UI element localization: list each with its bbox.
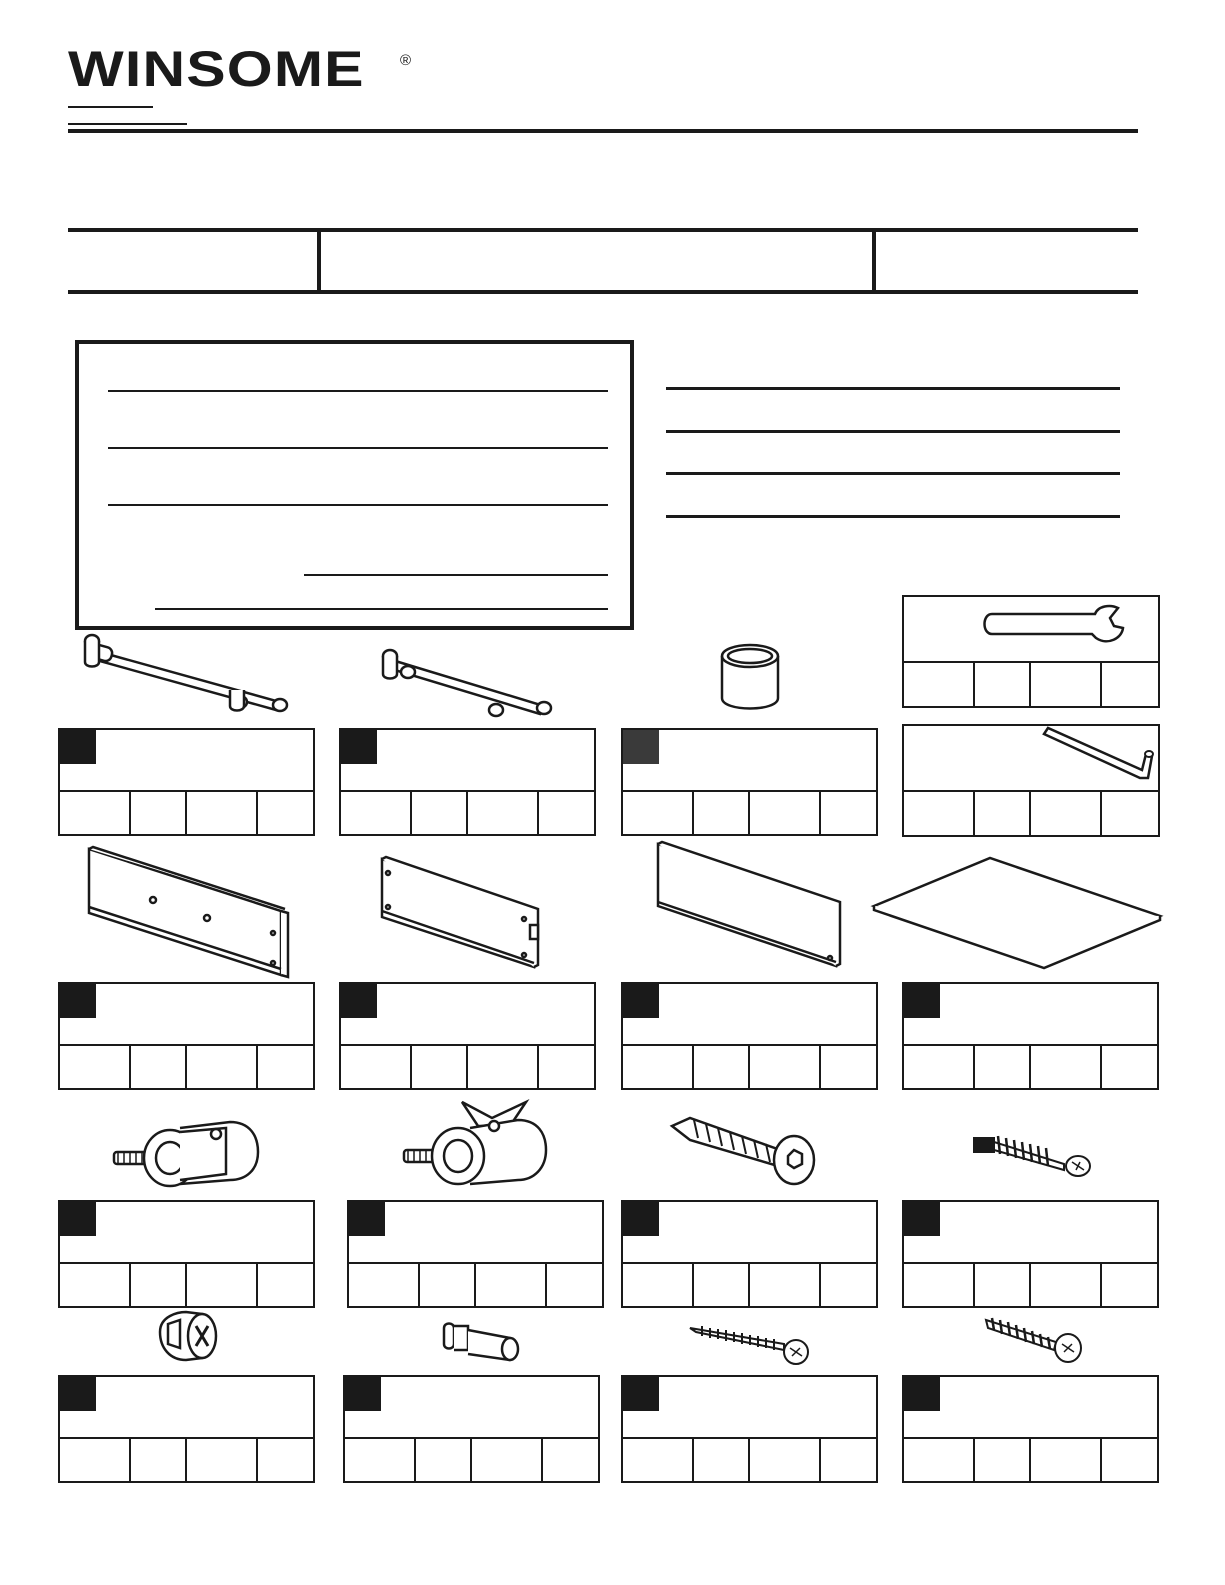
part-letter-badge bbox=[349, 1202, 385, 1236]
table-cell bbox=[750, 790, 821, 834]
table-cell bbox=[131, 1437, 187, 1481]
table-cell bbox=[539, 1044, 594, 1088]
right-line bbox=[666, 387, 1120, 390]
table-cell bbox=[412, 1044, 468, 1088]
part-letter-badge bbox=[904, 1202, 940, 1236]
part-label-box bbox=[58, 728, 315, 836]
part-name bbox=[104, 992, 307, 1032]
cam-lock-icon bbox=[156, 1308, 218, 1364]
table-cell bbox=[821, 1437, 876, 1481]
table-cell bbox=[1102, 1044, 1157, 1088]
part-letter-badge bbox=[904, 984, 940, 1018]
table-cell bbox=[258, 1437, 313, 1481]
table-cell bbox=[694, 1044, 750, 1088]
part-label-box bbox=[339, 728, 596, 836]
part-letter-badge bbox=[623, 1202, 659, 1236]
title-block-product-name bbox=[330, 248, 860, 278]
info-box bbox=[75, 340, 634, 630]
title-block-top-rule bbox=[68, 228, 1138, 232]
allen-key-icon bbox=[1040, 728, 1160, 788]
table-cell bbox=[472, 1437, 543, 1481]
info-box-line bbox=[108, 390, 608, 392]
table-cell bbox=[187, 1262, 258, 1306]
logo-underline-short bbox=[68, 106, 153, 108]
part-letter-badge bbox=[345, 1377, 381, 1411]
table-cell bbox=[904, 1262, 975, 1306]
table-cell bbox=[821, 1044, 876, 1088]
part-letter-badge bbox=[60, 1377, 96, 1411]
table-cell bbox=[60, 1044, 131, 1088]
table-cell bbox=[476, 1262, 547, 1306]
table-cell bbox=[975, 1044, 1031, 1088]
part-spec-row bbox=[349, 1262, 602, 1306]
part-spec-row bbox=[60, 790, 313, 834]
part-spec-row bbox=[904, 1437, 1157, 1481]
table-cell bbox=[60, 1437, 131, 1481]
registered-mark: ® bbox=[400, 52, 412, 69]
right-line bbox=[666, 472, 1120, 475]
short-screw-icon bbox=[984, 1316, 1084, 1366]
table-cell bbox=[416, 1437, 472, 1481]
table-cell bbox=[694, 790, 750, 834]
part-label-box bbox=[621, 728, 878, 836]
hex-bolt-icon bbox=[668, 1112, 828, 1188]
info-box-line bbox=[108, 504, 608, 506]
table-cell bbox=[345, 1437, 416, 1481]
part-label-box bbox=[621, 1200, 878, 1308]
part-letter-badge bbox=[623, 1377, 659, 1411]
caster-icon bbox=[110, 1118, 260, 1188]
wrench-icon bbox=[980, 600, 1130, 650]
part-name bbox=[667, 992, 870, 1032]
table-cell bbox=[1031, 1437, 1102, 1481]
part-label-box bbox=[343, 1375, 600, 1483]
table-cell bbox=[1031, 662, 1102, 706]
table-cell bbox=[975, 1437, 1031, 1481]
title-block-model-number bbox=[76, 248, 306, 278]
part-spec-row bbox=[623, 1437, 876, 1481]
part-name bbox=[948, 1210, 1151, 1250]
right-line bbox=[666, 515, 1120, 518]
table-cell bbox=[694, 1262, 750, 1306]
part-name bbox=[389, 1385, 592, 1425]
table-cell bbox=[420, 1262, 476, 1306]
table-cell bbox=[694, 1437, 750, 1481]
part-label-box bbox=[902, 1200, 1159, 1308]
table-cell bbox=[468, 790, 539, 834]
table-cell bbox=[131, 1262, 187, 1306]
table-cell bbox=[543, 1437, 598, 1481]
table-cell bbox=[623, 1044, 694, 1088]
table-cell bbox=[1031, 1044, 1102, 1088]
table-cell bbox=[187, 1437, 258, 1481]
part-name bbox=[104, 1385, 307, 1425]
part-label-box bbox=[621, 1375, 878, 1483]
title-block-item-code bbox=[886, 248, 1126, 278]
table-cell bbox=[623, 790, 694, 834]
info-box-line bbox=[108, 447, 608, 449]
part-name bbox=[385, 992, 588, 1032]
part-label-box bbox=[339, 982, 596, 1090]
table-cell bbox=[341, 1044, 412, 1088]
locking-caster-icon bbox=[400, 1100, 548, 1190]
long-handle-icon bbox=[80, 632, 295, 717]
part-label-box bbox=[902, 1375, 1159, 1483]
table-cell bbox=[60, 1262, 131, 1306]
table-cell bbox=[539, 790, 594, 834]
part-label-box bbox=[58, 1200, 315, 1308]
table-cell bbox=[975, 1262, 1031, 1306]
table-cell bbox=[131, 1044, 187, 1088]
part-label-box bbox=[58, 982, 315, 1090]
table-cell bbox=[623, 1437, 694, 1481]
part-spec-row bbox=[60, 1437, 313, 1481]
shelf-pin-icon bbox=[440, 1320, 520, 1368]
part-label-box bbox=[347, 1200, 604, 1308]
table-cell bbox=[60, 790, 131, 834]
part-name bbox=[104, 1210, 307, 1250]
part-name bbox=[667, 1385, 870, 1425]
part-letter-badge bbox=[904, 1377, 940, 1411]
part-spec-row bbox=[904, 1262, 1157, 1306]
table-cell bbox=[1102, 791, 1158, 835]
table-cell bbox=[258, 1262, 313, 1306]
part-name bbox=[948, 992, 1151, 1032]
part-letter-badge bbox=[623, 984, 659, 1018]
right-line bbox=[666, 430, 1120, 433]
table-cell bbox=[468, 1044, 539, 1088]
table-cell bbox=[258, 790, 313, 834]
table-cell bbox=[821, 790, 876, 834]
table-cell bbox=[750, 1437, 821, 1481]
table-cell bbox=[750, 1044, 821, 1088]
part-spec-row bbox=[341, 790, 594, 834]
info-box-line bbox=[155, 608, 608, 610]
part-spec-row bbox=[623, 1044, 876, 1088]
cam-bolt-icon bbox=[972, 1132, 1092, 1178]
table-cell bbox=[349, 1262, 420, 1306]
table-cell bbox=[904, 1044, 975, 1088]
part-name bbox=[667, 1210, 870, 1250]
part-label-box bbox=[621, 982, 878, 1090]
part-spec-row bbox=[60, 1262, 313, 1306]
table-cell bbox=[547, 1262, 602, 1306]
title-block-divider-2 bbox=[872, 228, 876, 294]
table-cell bbox=[1102, 1437, 1157, 1481]
title-block-bottom-rule bbox=[68, 290, 1138, 294]
part-name bbox=[948, 1385, 1151, 1425]
part-letter-badge bbox=[60, 730, 96, 764]
table-cell bbox=[1031, 791, 1102, 835]
short-handle-icon bbox=[378, 648, 558, 720]
table-cell bbox=[258, 1044, 313, 1088]
logo-underline-long bbox=[68, 123, 187, 125]
table-cell bbox=[623, 1262, 694, 1306]
part-spec-row bbox=[341, 1044, 594, 1088]
part-name bbox=[667, 738, 870, 778]
part-letter-badge bbox=[60, 1202, 96, 1236]
table-cell bbox=[975, 662, 1031, 706]
part-label-box bbox=[58, 1375, 315, 1483]
part-spec-row bbox=[623, 790, 876, 834]
part-spec-row bbox=[60, 1044, 313, 1088]
sleeve-icon bbox=[718, 642, 782, 712]
table-cell bbox=[1102, 1262, 1157, 1306]
table-cell bbox=[975, 791, 1031, 835]
brand-logo: WINSOME bbox=[68, 41, 365, 97]
table-cell bbox=[1102, 662, 1158, 706]
table-cell bbox=[412, 790, 468, 834]
back-panel-icon bbox=[654, 840, 844, 972]
table-cell bbox=[341, 790, 412, 834]
part-letter-badge bbox=[60, 984, 96, 1018]
part-name bbox=[385, 738, 588, 778]
part-spec-row bbox=[904, 1044, 1157, 1088]
part-letter-badge bbox=[341, 984, 377, 1018]
part-spec-row bbox=[623, 1262, 876, 1306]
table-cell bbox=[904, 662, 975, 706]
side-panel-icon bbox=[378, 855, 546, 973]
header-rule bbox=[68, 129, 1138, 133]
part-name bbox=[104, 738, 307, 778]
part-letter-badge bbox=[623, 730, 659, 764]
table-cell bbox=[187, 790, 258, 834]
table-cell bbox=[131, 790, 187, 834]
panel-with-holes-icon bbox=[85, 845, 290, 980]
long-screw-icon bbox=[688, 1322, 812, 1366]
info-box-line bbox=[304, 574, 608, 576]
board-icon bbox=[872, 856, 1162, 970]
table-cell bbox=[1031, 1262, 1102, 1306]
table-cell bbox=[904, 1437, 975, 1481]
part-name bbox=[393, 1210, 596, 1250]
part-label-box bbox=[902, 982, 1159, 1090]
part-spec-row bbox=[345, 1437, 598, 1481]
part-letter-badge bbox=[341, 730, 377, 764]
table-cell bbox=[187, 1044, 258, 1088]
table-cell bbox=[821, 1262, 876, 1306]
title-block-divider-1 bbox=[317, 228, 321, 294]
table-cell bbox=[904, 791, 975, 835]
table-cell bbox=[750, 1262, 821, 1306]
